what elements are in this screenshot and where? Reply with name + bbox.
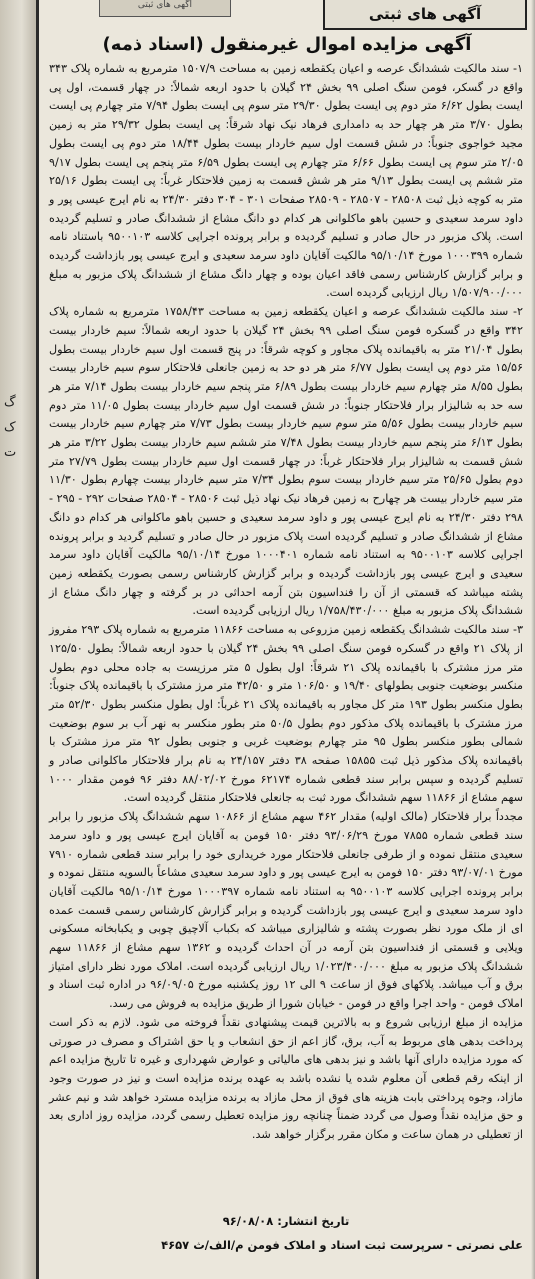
adjacent-column-fragment: گ [4,395,16,410]
page-edge-shadow [531,0,535,1279]
notice-paragraph-5: مزایده از مبلغ ارزیابی شروع و به بالاترین قیمت پیشنهادی نقداً فروخته می شود. لازم به ذکر است پرداخت بدهی های مربوط به آب، برق، گاز اعم از حق انشعاب و یا حق اشتراک و مصرف در صورتی که مورد مزایده دارای آنها باشد و نیز بدهی های مالیاتی و عوارض شهرداری و غیره تا تاریخ مزایده اعم از اینکه رقم قطعی آن معلوم شده یا نشده باشد به عهده برنده مزایده است و نیز در صورت وجود مازاد، وجوه پرداختی بابت هزینه های فوق از محل مازاد به برنده مزایده مسترد خواهد شد و نیم عشر و حق مزایده نقداً وصول می گردد ضمناً چنانچه روز مزایده تعطیل رسمی گردد، مزایده روز اداری بعد از تعطیلی در همان ساعت و مکان مقرر برگزار خواهد شد. [49,1015,523,1142]
notice-body [49,60,523,1145]
notice-footer [49,1214,523,1252]
signature-line: علی نصرتی - سرپرست ثبت اسناد و املاک فومن م/الف/ث ۴۶۵۷ [161,1238,523,1252]
faded-section-label: آگهی های ثبتی [99,0,231,17]
section-header [323,0,527,30]
notice-paragraph-3: ۳- سند مالکیت ششدانگ یکقطعه زمین مزروعی به مساحت ۱۱۸۶۶ مترمربع به شماره پلاک ۲۹۳ مفروز از پلاک ۲۱ واقع در گسکره فومن سنگ اصلی ۹۹ بخش ۲۴ گیلان با حدود اربعه شمالاً: بطول ۱۲۵/۵۰ متر مرز مشترک با باقیمانده پلاک ۲۱ شرقاً: اول بطول ۵ متر مرزیست به جاده محلی دوم بطول منکسر بوضعیت جنوبی بطولهای ۱۹/۴۰ و ۱۰۶/۵۰ متر و ۴۲/۵۰ متر مرز مشترک با باقیمانده پلاک جنوباً: بطول منکسر بطول ۱۹۳ متر کل مجاور به باقیمانده پلاک ۲۱ غرباً: اول بطول منکسر بطول ۵۲/۳۰ متر مرز مشترک با باقیمانده پلاک مذکور دوم بطول ۵۰/۵ متر بطور منکسر به نهر آب بر سوم بوضعیت شمالی بطور منکسر بطول ۹۵ متر چهارم بوضعیت غربی و جنوبی بطول ۹۲ متر مرز مشترک با باقیمانده پلاک مذکور ذیل ثبت ۱۵۸۵۵ صفحه ۳۸ دفتر ۲۴/۱۵۷ به نام برار فلاحتکار ماکلوانی صادر و تسلیم گردیده و سپس برابر سند قطعی شماره ۶۲۱۷۴ مورخ ۸۸/۰۲/۰۲ دفتر ۹۶ فومن مقدار ۱۰۰۰ سهم مشاع از ۱۱۸۶۶ سهم ششدانگ مورد ثبت به جانعلی فلاحتکار منتقل گردیده است. [49,623,524,805]
notice-paragraph-2: ۲- سند مالکیت ششدانگ عرصه و اعیان یکقطعه زمین به مساحت ۱۷۵۸/۴۳ مترمربع به شماره پلاک ۳۴۲ واقع در گسکره فومن سنگ اصلی ۹۹ بخش ۲۴ گیلان با حدود اربعه شمالاً: سیم خاردار بیست بطول ۲۱/۰۴ متر به باقیمانده پلاک مجاور و کوچه شرقاً: در پنج قسمت اول سیم خاردار بیست بطول ۱۵/۵۶ متر دوم پی ایست بطول ۶/۷۷ متر هر دو حد به زمین جانعلی فلاحتکار سوم سیم خاردار بیست بطول ۸/۵۵ متر چهارم سیم خاردار بیست بطول ۶/۸۹ متر پنجم سیم خاردار بیست بطول ۷/۱۴ متر هر سه حد به شالیزار برار فلاحتکار جنوباً: در شش قسمت اول سیم خاردار بیست بطول ۱۱/۰۵ متر دوم سیم خاردار بیست بطول ۵/۵۶ متر سوم سیم خاردار بیست بطول ۷/۷۳ متر چهارم سیم خاردار بیست بطول ۶/۱۳ متر پنجم سیم خاردار بیست بطول ۷/۴۸ متر ششم سیم خاردار بیست بطول ۳/۲۲ متر هر شش قسمت به شالیزار برار فلاحتکار غرباً: در چهار قسمت اول سیم خاردار بیست بطول ۲۷/۷۹ متر دوم بطول ۲۵/۶۵ متر سیم خاردار بیست سوم بطول ۷/۳۴ متر سیم خاردار بیست چهارم بطول ۱۱/۳۰ متر سیم خاردار بیست هر چهارح به زمین فرهاد نیک نهاد ذیل ثبت ۲۸۵۰۶ - ۲۸۵۰۴ صفحات ۲۹۲ - ۲۹۵ - ۲۹۸ دفتر ۲۴/۳۰ به نام ایرج عیسی پور و داود سرمد سعیدی و حسین باهو ماکلوانی هر کدام دو دانگ مشاع از ششدانگ صادر و تسلیم گردیده است پلاک مزبور در حال صادر و تسلیم گردید و برابر پرونده اجرایی کلاسه ۹۵۰۰۱۰۳ به استناد نامه شماره ۱۰۰۰۴۰۱ مورخ ۹۵/۱۰/۱۴ مالکیت آقایان داود سرمد سعیدی و ایرج عیسی پور بازداشت گردیده و برابر گزارش کارشناس رسمی بصورت یکقطعه زمین پشته میباشد که قسمتی از آن را فنداسیون بتن آرمه احداثی در بر گرفته و چهار دانگ مشاع از ششدانگ پلاک مزبور به مبلغ ۱/۷۵۸/۴۳۰/۰۰۰ ریال ارزیابی گردیده است. [49,305,524,618]
notice-paragraph-1: ۱- سند مالکیت ششدانگ عرصه و اعیان یکقطعه زمین به مساحت ۱۵۰۷/۹ مترمربع به شماره پلاک ۳۴۳ واقع در گسکر، فومن سنگ اصلی ۹۹ بخش ۲۴ گیلان با حدود اربعه شمالاً: در چهار قسمت، اول پی ایست بطول ۶/۶۲ متر دوم پی ایست بطول ۲۹/۳۰ متر سوم پی ایست بطول ۷/۹۴ متر چهارم پی ایست بطول ۳/۷۰ متر هر چهار حد به دامداری فرهاد نیک نهاد شرقاً: پی ایست بطول ۲۹/۳۲ متر به زمین مجید خواجوی جنوباً: در شش قسمت اول سیم خاردار بیست بطول ۱۸/۴۴ متر دوم پی ایست بطول ۲/۰۵ متر سوم پی ایست بطول ۶/۶۶ متر چهارم پی ایست بطول ۶/۵۹ متر پنجم پی ایست بطول ۹/۱۷ متر ششم پی ایست بطول ۹/۱۳ متر هر شش قسمت به زمین فلاحتکار غرباً: پی ایست بطول ۲۵/۱۶ متر به کوچه ذیل ثبت ۲۸۵۰۸ - ۲۸۵۰۷ - ۲۸۵۰۹ صفحات ۳۰۱ - ۳۰۴ دفتر ۲۴/۳۰ به نام ایرج عیسی پور و داود سرمد سعیدی و حسین باهو ماکلوانی هر کدام دو دانگ مشاع از ششدانگ صادر و تسلیم گردیده است. پلاک مزبور در حال صادر و تسلیم گردیده و برابر پرونده اجرایی کلاسه ۹۵۰۰۱۰۳ باستناد نامه شماره ۱۰۰۰۳۹۹ مورخ ۹۵/۱۰/۱۴ مالکیت آقایان داود سرمد سعیدی و ایرج عیسی پور بازداشت گردیده و برابر گزارش کارشناس رسمی فاقد اعیان بوده و چهار دانگ مشاع از ششدانگ پلاک مزبور به مبلغ ۱/۵۰۷/۹۰۰/۰۰۰ ریال ارزیابی گردیده است. [49,62,524,300]
notice-column [36,0,535,1279]
adjacent-column-fragment: ک [4,420,16,435]
publish-date: تاریخ انتشار: ۹۶/۰۸/۰۸ [222,1214,350,1228]
adjacent-column-fragment: ت [4,445,17,460]
adjacent-column-strip [0,0,36,1279]
notice-title: آگهی مزایده اموال غیرمنقول (اسناد ذمه) [102,34,472,55]
notice-paragraph-4: مجدداً برار فلاحتکار (مالک اولیه) مقدار ۴۶۲ سهم مشاع از ۱۰۸۶۶ سهم ششدانگ پلاک مزبور را برابر سند قطعی شماره ۷۸۵۵ مورخ ۹۳/۰۶/۲۹ دفتر ۱۵۰ فومن به آقایان ایرج عیسی پور و داود سرمد سعیدی منتقل نموده و از طرفی جانعلی فلاحتکار مورد خریداری خود را برابر سند قطعی شماره ۷۹۱۰ مورخ ۹۳/۰۷/۰۱ دفتر ۱۵۰ فومن به ایرج عیسی پور و داود سرمد سعیدی مشاعاً بالسویه منتقل نموده و برابر پرونده اجرایی کلاسه ۹۵۰۰۱۰۳ به استناد نامه شماره ۱۰۰۰۳۹۷ مورخ ۹۵/۱۰/۱۴ مالکیت آقایان داود سرمد سعیدی و ایرج عیسی پور بازداشت گردیده و برابر گزارش کارشناس رسمی قسمت عمده ای از ملک مورد نظر بصورت پشته و شالیزاری میباشد که بکباب آلاچیق چوبی و یکبابخانه مسکونی ویلایی و قسمتی از فنداسیون بتن آرمه در آن احداث گردیده و ۱۳۶۲ سهم مشاع از ۱۱۸۶۶ سهم ششدانگ پلاک مزبور به مبلغ ۱/۰۲۳/۴۰۰/۰۰۰ ریال ارزیابی گردیده است. املاک مورد نظر دارای امتیاز برق و آب میباشد. پلاکهای فوق از ساعت ۹ الی ۱۲ روز یکشنبه مورخ ۹۶/۰۹/۰۵ در اداره ثبت اسناد و املاک فومن - واحد اجرا واقع در فومن - خیابان شورا از طریق مزایده به فروش می رسد. [49,810,524,1011]
section-header-label: آگهی های ثبتی [368,5,482,23]
